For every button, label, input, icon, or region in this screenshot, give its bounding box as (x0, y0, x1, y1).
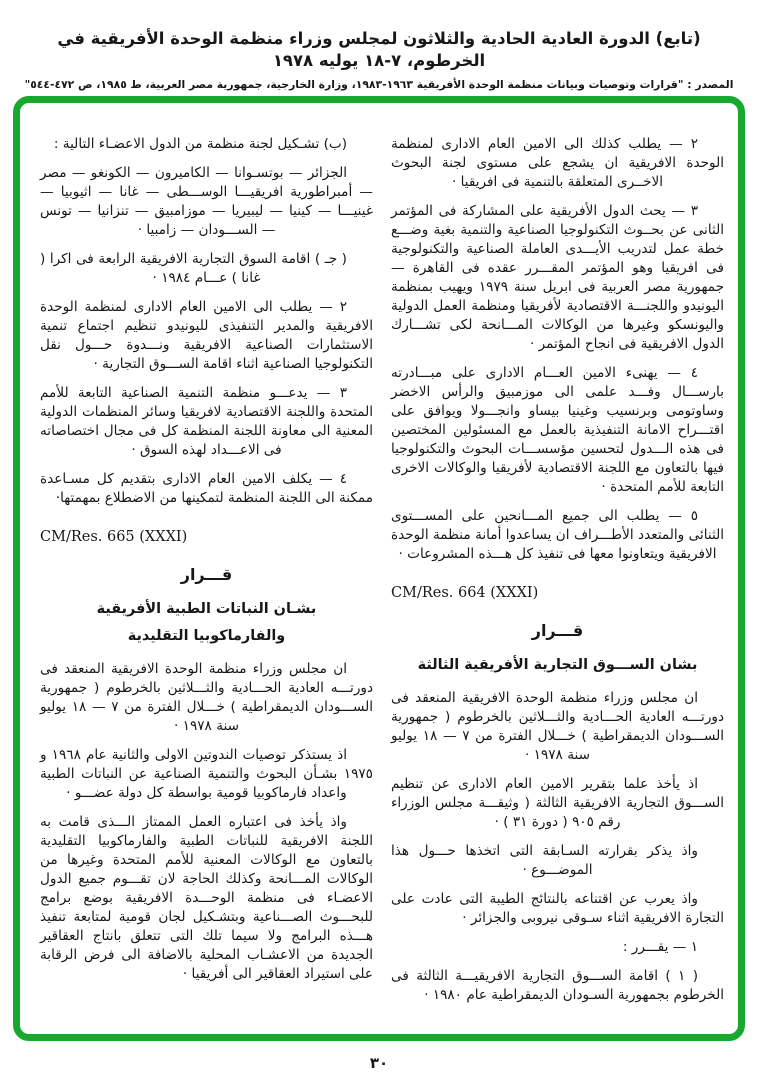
resolution-paragraph: ٢ — يطلب الى الامين العام الادارى لمنظمة الوحدة الافريقية والمدير التنفيذى لليونيدو تنظيم اجتماع تنمية الاستثمارات الصناعية الافريقية ونـــدوة حـــول نقل التكنولوجيا الصناعية اثناء اقامة الســـوق التجارية · (40, 299, 373, 372)
resolution-paragraph: اذ يأخذ علما بتقرير الامين العام الادارى عن تنظيم الســـوق التجارية الافريقية الثالثة ( وثيقـــة مجلس الوزراء رقم ٩٠٥ ( دورة ٣١ ) · (391, 776, 724, 830)
resolution-paragraph: ٢ — يطلب كذلك الى الامين العام الادارى لمنظمة الوحدة الافريقية ان يشجع على مستوى لجنة البحوث الاخــرى المتعلقة بالتنمية فى افريقيا · (391, 136, 724, 190)
resolution-subject: والفارماكوبيا التقليدية (127, 628, 286, 644)
page-number: ٣٠ (369, 1054, 389, 1072)
resolution-paragraph: ٣ — يحث الدول الأفريقية على المشاركة فى المؤتمر الثانى عن بحــوث التكنولوجيا الصناعية والتنمية بغية وضـــع خطة عمل لتدريب الأيـــدى العاملة الصناعية والتكنولوجية فى افريقيا وهو المؤتمر المقـــرر عقده فى القاهرة — جمهورية مصر العربية فى ابريل سنة ١٩٧٩ ويهيب بمنظمة اليونيدو واللجنـــة الاقتصادية لأفريقيا ومنظمة العمل الدولية واليونسكو وغيرها من الوكالات المـــانحة لكى تشـــارك الدول الافريقية فى انجاح المؤتمر · (391, 203, 724, 352)
resolution-paragraph: اذ يستذكر توصيات الندوتين الاولى والثانية عام ١٩٦٨ و ١٩٧٥ بشـأن البحوث والتنمية الصناعية عن النباتات الطبية واعداد فارماكوبيا قومية بواسطة كل دولة عضـــو · (40, 747, 373, 801)
column-left (40, 135, 373, 1020)
resolution-paragraph: واذ يعرب عن اقتناعه بالنتائج الطيبة التى عادت على التجارة الافريقية اثناء سـوقى نيروبى والجزائر · (391, 891, 724, 926)
resolution-paragraph: ان مجلس وزراء منظمة الوحدة الافريقية المنعقد فى دورتـــه العادية الحـــادية والثـــلاثين بالخرطوم ( جمهورية الســـودان الديمقراطية ) خـــلال الفترة من ٧ — ١٨ يوليو سنة ١٩٧٨ · (391, 690, 724, 763)
resolution-paragraph: ٤ — يهنىء الامين العـــام الادارى على مبـــادرته بارســـال وفـــد علمى الى موزمبيق والرأس الاخضر وساوتومى وبرنسيب وغينيا بيساو وانجـــولا ويوافق على اقتـــراح الامانة التنفيذية بالعمل مع المسئولين المختصين فى هذه الـــدول لتحسين مؤسســـات البحوث والتكنولوجيا فيها بالتعاون مع اللجنة الاقتصادية لأفريقيا والوكالات الاخرى التابعة للأمم المتحدة · (391, 365, 724, 495)
resolution-paragraph: واذ يأخذ فى اعتباره العمل الممتاز الـــذى قامت به اللجنة الافريقية للنباتات الطبية والفارماكوبيا التقليدية بالتعاون مع الوكالات المعنية للأمم المتحدة وغيرها من الوكالات المـــانحة وكذلك الحاجة لان تقـــوم جميع الدول الاعضـاء فى منظمة الوحـــدة الافريقية بوضع برامج للبحـــوث الصـــناعية وبتشـكيل لجان قومية لمتابعة تنفيذ هـــذه البرامج ولا سيما تلك التى تتعلق بانتاج العقاقير الجديدة من الاعشـاب المحلية بالاضافة الى فرض الرقابة على استيراد العقاقير الى أفريقيا · (40, 814, 373, 982)
resolution-paragraph: ٤ — يكلف الامين العام الادارى بتقديم كل مسـاعدة ممكنة الى اللجنة المنظمة لتمكينها من الاضطلاع بمهمتها· (40, 471, 373, 506)
member-states-list: الجزائر — بوتسـوانا — الكاميرون — الكونغو — مصر — أمبراطورية افريقيـــا الوســـطى — غانا — اثيوبيا — غينيـــا — كينيا — ليبيريا — موزامبيق — تنزانيا — تونس — الســـودان — زامبيا · (40, 165, 373, 238)
resolution-paragraph: ( ١ ) اقامة الســـوق التجارية الافريقيـــة الثالثة فى الخرطوم بجمهورية السـودان الديمقراطية عام ١٩٨٠ · (391, 968, 724, 1003)
resolution-paragraph: (ب) تشـكيل لجنة منظمة من الدول الاعضـاء التالية : (53, 136, 347, 152)
column-right (391, 135, 724, 1020)
session-title: (تابع) الدورة العادية الحادية والثلاثون لمجلس وزراء منظمة الوحدة الأفريقية في الخرطوم، ٧-١٨ يوليه ١٩٧٨ (57, 29, 701, 71)
resolution-title: قـــرار (180, 565, 233, 584)
resolution-title: قـــرار (531, 621, 584, 640)
content-frame (13, 96, 745, 1041)
resolution-paragraph: ٥ — يطلب الى جميع المـــانحين على المســـتوى الثنائى والمتعدد الأطـــراف ان يساعدوا أمانة منظمة الوحدة الافريقية ويتعاونوا معها فى تنفيذ كل هـــذه المشروعات · (391, 508, 724, 562)
resolution-subject: بشان الســـوق التجارية الأفريقية الثالثة (417, 657, 698, 673)
resolution-paragraph: ( جـ ) اقامة السوق التجارية الافريقية الرابعة فى اكرا ( غانا ) عـــام ١٩٨٤ · (40, 251, 347, 286)
two-column-layout (40, 135, 724, 1020)
source-citation: المصدر : "قرارات وتوصيات وبيانات منظمة الوحدة الأفريقية ١٩٦٣-١٩٨٣، وزارة الخارجية، جمهورية مصر العربية، ط ١٩٨٥، ص ٤٧٢-٥٤٤" (24, 77, 734, 91)
resolution-paragraph: ١ — يقـــرر : (622, 939, 698, 955)
resolution-subject: بشـان النباتات الطبية الأفريقية (96, 601, 317, 617)
resolution-reference: CM/Res. 665 (XXXI) (40, 529, 188, 545)
page-header (20, 28, 738, 91)
resolution-paragraph: ان مجلس وزراء منظمة الوحدة الافريقية المنعقد فى دورتـــه العادية الحـــادية والثـــلاثين بالخرطوم ( جمهورية الســـودان الديمقراطية ) خـــلال الفترة من ٧ — ١٨ يوليو سنة ١٩٧٨ · (40, 661, 373, 734)
resolution-paragraph: واذ يذكر بقرارته السـابقة التى اتخذها حـــول هذا الموضـــوع · (391, 843, 698, 878)
resolution-reference: CM/Res. 664 (XXXI) (391, 585, 539, 601)
resolution-paragraph: ٣ — يدعـــو منظمة التنمية الصناعية التابعة للأمم المتحدة واللجنة الاقتصادية لافريقيا وسائر المنظمات الدولية المعنية الى معاونة اللجنة المنظمة كل فى مجال اختصاصاته فى الاعـــداد لهذه السوق · (40, 385, 373, 458)
